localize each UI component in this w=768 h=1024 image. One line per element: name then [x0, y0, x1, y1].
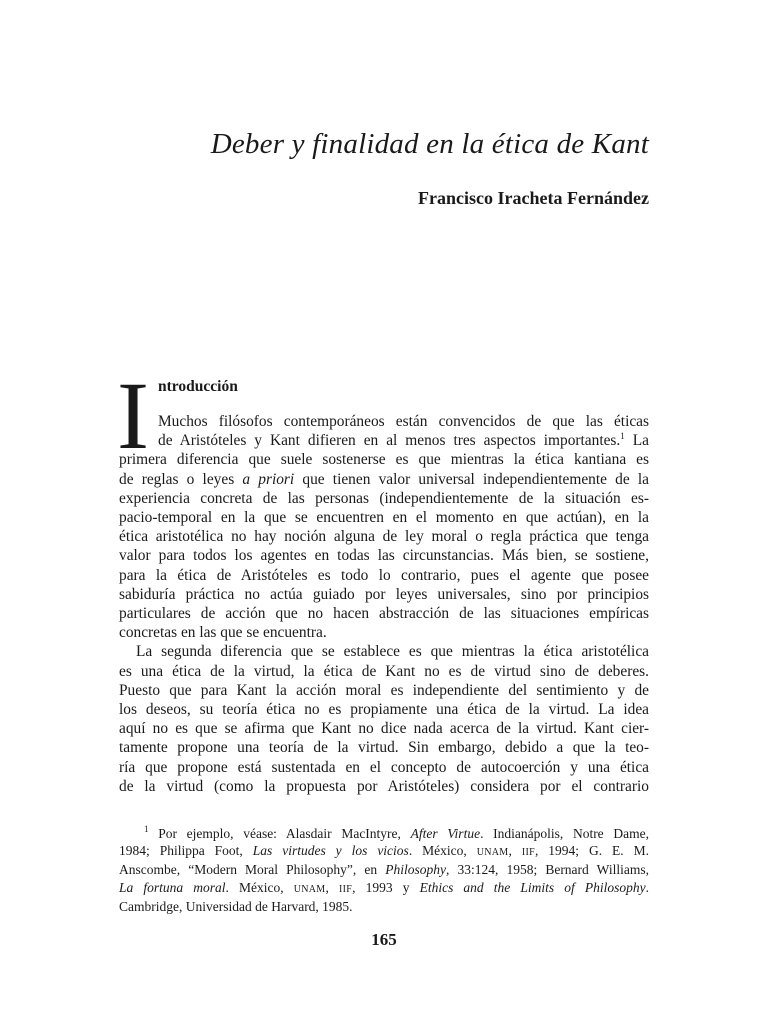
article-title: Deber y finalidad en la ética de Kant [210, 128, 649, 160]
body-line: pacio-temporal en la que se encuentren en el momento en que actúan), en la [119, 509, 649, 527]
footnote-line: La fortuna moral. México, UNAM, IIF, 1993 y Ethics and the Limits of Philosophy. [119, 879, 650, 895]
italic-term: a priori [242, 470, 295, 488]
body-line: concretas en las que se encuentra. [119, 624, 327, 642]
body-text [119, 412, 649, 796]
footnote-marker: 1 [144, 824, 149, 834]
body-line: Puesto que para Kant la acción moral es independiente del sentimiento y de [119, 681, 649, 699]
footnote-line: Anscombe, “Modern Moral Philosophy”, en Philosophy, 33:124, 1958; Bernard Williams, [119, 862, 649, 878]
body-line: es una ética de la virtud, la ética de Kant no es de virtud sino de deberes. [119, 662, 649, 680]
body-line: para la ética de Aristóteles es todo lo contrario, pues el agente que posee [119, 566, 649, 584]
footnote-line: 1984; Philippa Foot, Las virtudes y los vicios. México, UNAM, IIF, 1994; G. E. M. [119, 843, 649, 859]
footnote [119, 825, 649, 915]
drop-cap: I [117, 362, 149, 469]
section-heading: ntroducción [158, 378, 238, 395]
body-line: de reglas o leyes a priori que tienen valor universal independientemente de la [119, 470, 649, 488]
body-line: aquí no es que se afirma que Kant no dice nada acerca de la virtud. Kant cier- [119, 720, 649, 738]
body-line: ética aristotélica no hay noción alguna de ley moral o regla práctica que tenga [119, 528, 649, 546]
body-line: de la virtud (como la propuesta por Aristóteles) considera por el contrario [119, 777, 649, 795]
footnote-line: $^1$ Por ejemplo, véase: Alasdair MacIntyre, After Virtue. Indianápolis, Notre Dame, [144, 824, 649, 841]
body-line: sabiduría práctica no actúa guiado por leyes universales, sino por principios [119, 585, 649, 603]
body-line: La segunda diferencia que se establece es que mientras la ética aristotélica [136, 643, 649, 661]
footnote-ref: 1 [620, 431, 625, 442]
body-line: los deseos, su teoría ética no es propiamente una ética de la virtud. La idea [119, 701, 649, 719]
body-line: experiencia concreta de las personas (independientemente de la situación es- [119, 489, 649, 507]
body-line: Muchos filósofos contemporáneos están convencidos de que las éticas [158, 413, 649, 430]
body-line: valor para todos los agentes en todas las circunstancias. Más bien, se sostiene, [119, 547, 649, 565]
body-line: tamente propone una teoría de la virtud. Sin embargo, debido a que la teo- [119, 739, 649, 757]
footnote-line: Cambridge, Universidad de Harvard, 1985. [119, 898, 353, 914]
body-line: de Aristóteles y Kant difieren en al menos tres aspectos importantes.$^1$ La [158, 431, 649, 450]
body-line: ría que propone está sustentada en el concepto de autocoerción y una ética [119, 758, 649, 776]
article-author: Francisco Iracheta Fernández [418, 188, 649, 208]
body-line: primera diferencia que suele sostenerse es que mientras la ética kantiana es [119, 451, 649, 469]
body-line: particulares de acción que no hacen abstracción de las situaciones empíricas [119, 605, 649, 623]
page-number: 165 [371, 930, 397, 949]
